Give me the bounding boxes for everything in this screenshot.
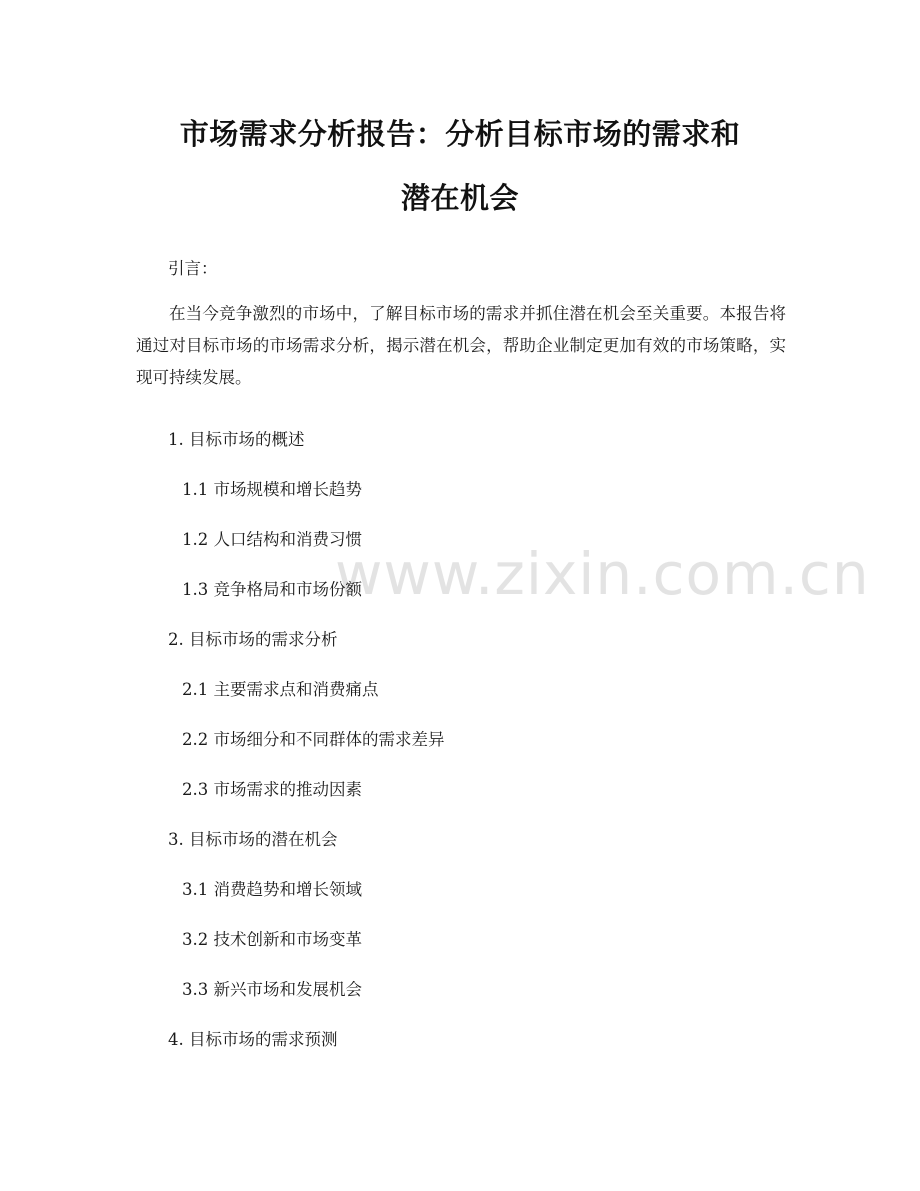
toc-subsection-1-2: 1.2 人口结构和消费习惯 <box>182 530 362 549</box>
toc-subsection-1-1: 1.1 市场规模和增长趋势 <box>182 480 362 499</box>
toc-subsection-3-3: 3.3 新兴市场和发展机会 <box>182 980 362 999</box>
document-title-line-1: 市场需求分析报告：分析目标市场的需求和 <box>179 117 741 151</box>
toc-section-4: 4. 目标市场的需求预测 <box>168 1030 338 1049</box>
toc-subsection-1-3: 1.3 竞争格局和市场份额 <box>182 580 362 599</box>
toc-section-1: 1. 目标市场的概述 <box>168 430 305 449</box>
toc-subsection-2-3: 2.3 市场需求的推动因素 <box>182 780 362 799</box>
toc-section-3: 3. 目标市场的潜在机会 <box>168 830 338 849</box>
toc-subsection-3-2: 3.2 技术创新和市场变革 <box>182 930 362 949</box>
toc-section-2: 2. 目标市场的需求分析 <box>168 630 338 649</box>
watermark: www.zixin.com.cn <box>335 540 870 608</box>
document-title-line-2: 潜在机会 <box>400 181 519 215</box>
toc-subsection-2-2: 2.2 市场细分和不同群体的需求差异 <box>182 730 445 749</box>
toc-subsection-3-1: 3.1 消费趋势和增长领域 <box>182 880 362 899</box>
toc-subsection-2-1: 2.1 主要需求点和消费痛点 <box>182 680 379 699</box>
intro-heading: 引言： <box>168 259 218 278</box>
intro-paragraph: 在当今竞争激烈的市场中，了解目标市场的需求并抓住潜在机会至关重要。本报告将通过对目标市场的市场需求分析，揭示潜在机会，帮助企业制定更加有效的市场策略，实现可持续发展。 <box>136 304 786 387</box>
